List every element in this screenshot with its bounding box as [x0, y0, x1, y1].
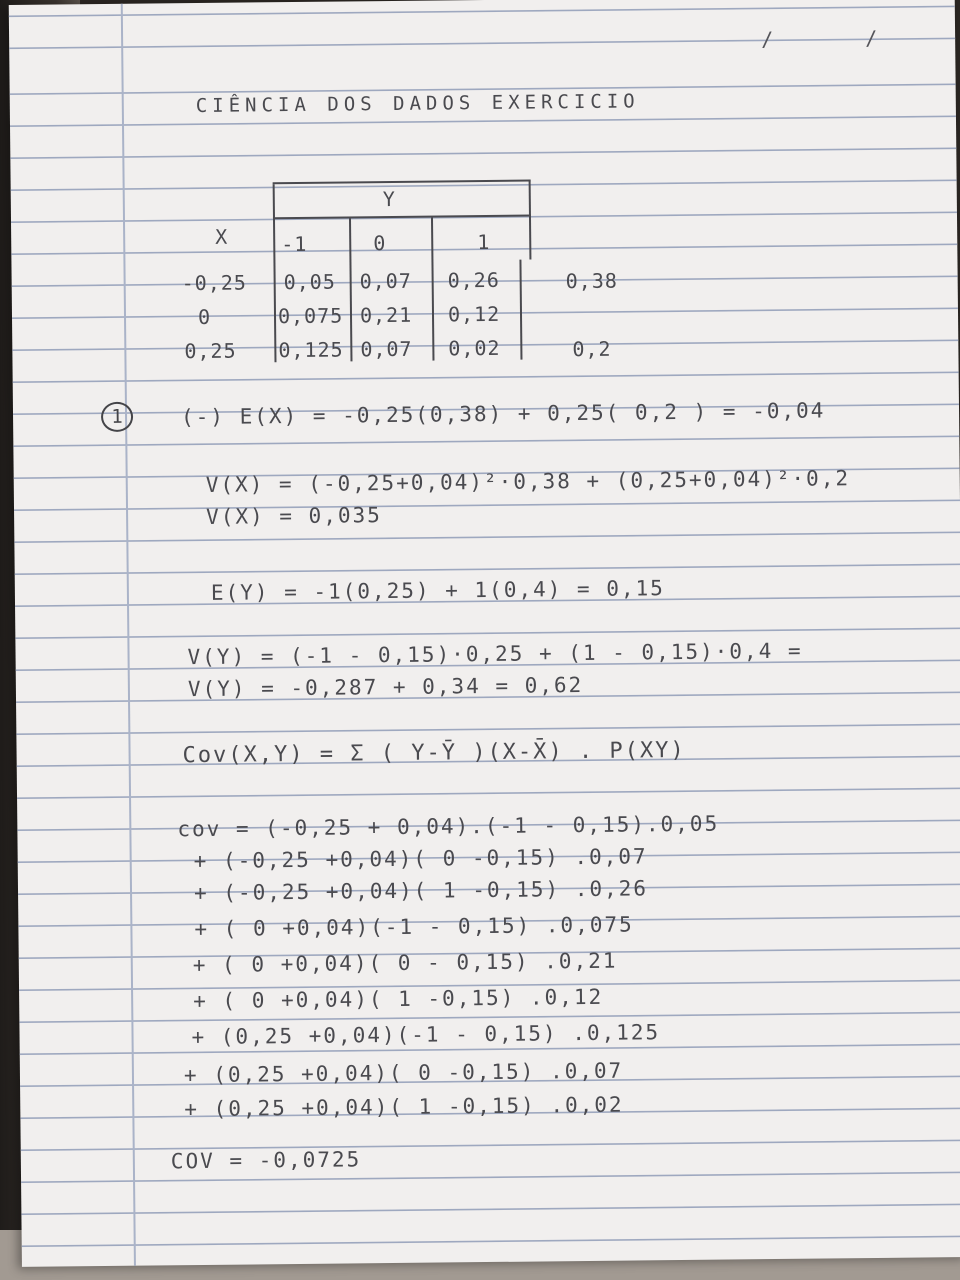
- table-cell: 0,21: [359, 302, 413, 328]
- covariance-term: cov = (-0,25 + 0,04).(-1 - 0,15).0,05: [177, 811, 720, 842]
- table-cell: 0,125: [278, 337, 344, 363]
- covariance-formula: Cov(X,Y) = Σ ( Y-Ȳ )(X-X̄) . P(XY): [182, 737, 686, 769]
- expected-x-line: (-) E(X) = -0,25(0,38) + 0,25( 0,2 ) = -0,04: [180, 398, 826, 430]
- table-right-line-lower: [519, 260, 522, 360]
- x-label: X: [215, 224, 229, 249]
- marginal-value: 0,38: [565, 268, 618, 294]
- table-cell: 0,075: [277, 303, 344, 329]
- variance-x-line: V(X) = (-0,25+0,04)²·0,38 + (0,25+0,04)²·0,2: [205, 466, 851, 497]
- table-cell: 0,26: [447, 267, 500, 293]
- y-label: Y: [382, 186, 396, 212]
- exercise-number: 1: [101, 402, 133, 432]
- table-right-line: [529, 180, 532, 260]
- table-cell: 0,07: [359, 268, 412, 294]
- table-top-line: [273, 180, 531, 185]
- x-value: 0,25: [184, 338, 237, 364]
- marginal-value: 0,2: [572, 336, 612, 362]
- table-col-line: [431, 218, 434, 361]
- table-cell: 0,12: [447, 301, 501, 327]
- variance-y-line: V(Y) = (-1 - 0,15)·0,25 + (1 - 0,15)·0,4 =: [187, 638, 803, 670]
- covariance-term: + (-0,25 +0,04)( 0 -0,15) .0,07: [193, 844, 648, 874]
- expected-y-line: E(Y) = -1(0,25) + 1(0,4) = 0,15: [210, 576, 665, 605]
- covariance-term: + ( 0 +0,04)(-1 - 0,15) .0,075: [194, 912, 634, 942]
- table-x-divider: [273, 184, 277, 362]
- table-y-divider: [273, 215, 531, 220]
- table-cell: 0,05: [283, 269, 336, 295]
- covariance-term: + (0,25 +0,04)( 0 -0,15) .0,07: [183, 1058, 624, 1088]
- page-marks: / /: [761, 25, 918, 52]
- table-cell: 0,02: [448, 335, 501, 361]
- y-value: -1: [281, 231, 308, 257]
- covariance-term: + ( 0 +0,04)( 0 - 0,15) .0,21: [192, 948, 618, 978]
- table-cell: 0,07: [360, 336, 413, 362]
- covariance-result: COV = -0,0725: [170, 1147, 362, 1174]
- x-value: 0: [197, 304, 212, 330]
- variance-y-result: V(Y) = -0,287 + 0,34 = 0,62: [187, 673, 584, 702]
- variance-x-result: V(X) = 0,035: [205, 503, 382, 529]
- covariance-term: + (0,25 +0,04)(-1 - 0,15) .0,125: [191, 1020, 661, 1050]
- covariance-term: + (-0,25 +0,04)( 1 -0,15) .0,26: [193, 876, 649, 906]
- x-value: -0,25: [181, 270, 248, 296]
- margin-line: [121, 4, 136, 1266]
- page-title: CIÊNCIA DOS DADOS EXERCICIO: [195, 90, 640, 118]
- covariance-term: + ( 0 +0,04)( 1 -0,15) .0,12: [193, 984, 604, 1014]
- notebook-page: [9, 0, 960, 1267]
- y-value: 0: [373, 231, 387, 256]
- y-value: 1: [477, 229, 491, 255]
- covariance-term: + (0,25 +0,04)( 1 -0,15) .0,02: [184, 1092, 624, 1122]
- table-col-line: [349, 218, 352, 361]
